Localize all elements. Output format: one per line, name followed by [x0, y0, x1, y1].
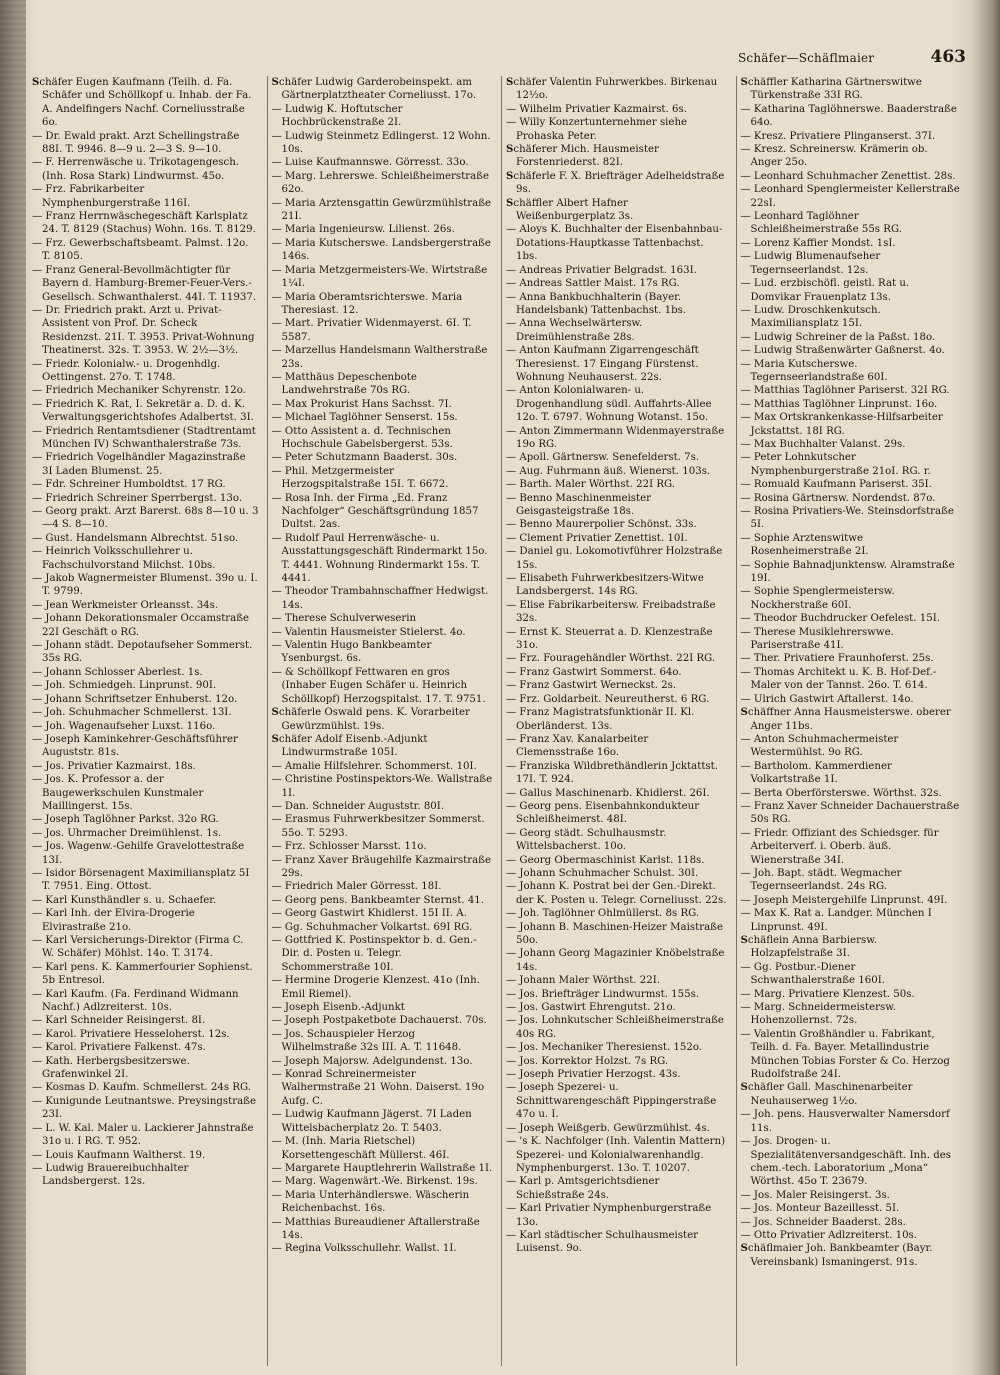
directory-entry: — Amalie Hilfslehrer. Schommerst. 10I. [271, 760, 477, 772]
page-number: 463 [930, 47, 966, 67]
directory-entry: — Karol. Privatiere Falkenst. 47s. [32, 1042, 206, 1054]
directory-entry: — Joseph Meistergehilfe Linprunst. 49I. [740, 894, 948, 906]
directory-entry: — Jos. Schauspieler Herzog Wilhelmstraße 32s III. A. T. 11648. [271, 1028, 462, 1054]
directory-entry: — Joseph Postpaketbote Dachauerst. 70s. [271, 1015, 487, 1027]
directory-entry: — Therese Musiklehrerswwe. Pariserstraße 41I. [740, 626, 894, 652]
directory-entry: — Margarete Hauptlehrerin Wallstraße 1I. [271, 1162, 493, 1174]
directory-entry: — Johann Schlosser Aberlest. 1s. [32, 666, 203, 678]
directory-entry: — Louis Kaufmann Waltherst. 19. [32, 1149, 206, 1161]
directory-entry: Schäffler Katharina Gärtnerswitwe Türkenstraße 33I RG. [740, 76, 922, 102]
directory-entry: — Karl Inh. der Elvira-Drogerie Elvirastraße 21o. [32, 908, 195, 933]
directory-entry: — Kresz. Privatiere Plinganserst. 37I. [740, 130, 936, 142]
directory-entry: — Friedr. Offiziant des Schiedsger. für Arbeiterverf. i. Oberb. äuß. Wienerstraße 34I. [740, 827, 939, 866]
directory-entry: — Willy Konzertunternehmer siehe Prohaska Peter. [506, 117, 688, 142]
directory-entry: — Johann Maler Wörthst. 22I. [506, 975, 661, 987]
directory-entry: — Friedrich Maler Görresst. 18I. [271, 881, 442, 893]
directory-entry: — Georg städt. Schulhausmstr. Wittelsbacherst. 10o. [506, 827, 667, 853]
directory-entry: — Karol. Privatiere Hesseloherst. 12s. [32, 1028, 230, 1040]
directory-entry: — Ludw. Droschkenkutsch. Maximiliansplatz 15I. [740, 304, 881, 330]
directory-entry: — Maria Kutscherswe. Tegernseerlandstraße 60I. [740, 358, 888, 383]
directory-entry: — Elisabeth Fuhrwerkbesitzers-Witwe Landsbergerst. 14s RG. [506, 573, 704, 598]
directory-entry: — Maria Ingenieursw. Lilienst. 26s. [271, 224, 455, 236]
directory-entry: — Ludwig Blumenaufseher Tegernseerlandst. 12s. [740, 251, 881, 276]
directory-entry: — Joseph Privatier Herzogst. 43s. [506, 1069, 681, 1081]
directory-entry: — Benno Maschinenmeister Geisgasteigstraße 18s. [506, 492, 652, 517]
directory-entry: — Valentin Hugo Bankbeamter Ysenburgst. 6s. [271, 640, 432, 665]
directory-entry: — F. Herrenwäsche u. Trikotagengesch. (Inh. Rosa Stark) Lindwurmst. 45o. [32, 157, 240, 182]
directory-entry: — Johann Dekorationsmaler Occamstraße 22I Geschäft o RG. [32, 613, 250, 638]
directory-entry: — Joh. Schmiedgeh. Linprunst. 90I. [32, 680, 217, 692]
directory-entry: — Friedr. Kolonialw.- u. Drogenhdlg. Oettingenst. 27o. T. 1748. [32, 358, 221, 383]
directory-entry: — Michael Taglöhner Senserst. 15s. [271, 412, 458, 424]
directory-entry: — Wilhelm Privatier Kazmairst. 6s. [506, 103, 687, 115]
directory-entry: — Ulrich Gastwirt Aftallerst. 14o. [740, 693, 914, 705]
directory-entry: — Kresz. Schreinersw. Krämerin ob. Anger 25o. [740, 144, 928, 169]
directory-entry: — Joh. Wagenaufseher Luxst. 116o. [32, 720, 216, 732]
directory-entry: — Jos. Uhrmacher Dreimühlenst. 1s. [32, 827, 222, 839]
directory-entry: — Berta Oberförsterswe. Wörthst. 32s. [740, 787, 942, 799]
directory-entry: Schäfer Ludwig Garderobeinspekt. am Gärtnerplatztheater Corneliusst. 17o. [271, 76, 477, 102]
directory-entry: — Friedrich K. Rat, I. Sekretär a. D. d. K. Verwaltungsgerichtshofes Adalbertst. 3I. [32, 398, 254, 424]
directory-entry: — Peter Lohnkutscher Nymphenburgerstraße 21oI. RG. r. [740, 452, 931, 477]
directory-entry: — Gust. Handelsmann Albrechtst. 51so. [32, 532, 239, 544]
column-1 [32, 76, 259, 1366]
directory-entry: — Clement Privatier Zenettist. 10I. [506, 532, 688, 544]
column-4 [736, 76, 963, 1366]
directory-entry: — Karl städtischer Schulhausmeister Luisenst. 9o. [506, 1229, 699, 1255]
directory-entry: — Maria Metzgermeisters-We. Wirtstraße 1¼I. [271, 264, 488, 290]
directory-entry: — Gg. Postbur.-Diener Schwanthalerstraße 160I. [740, 961, 886, 987]
directory-entry: — Fdr. Schreiner Humboldtst. 17 RG. [32, 479, 226, 491]
directory-entry: — Franz Xaver Schneider Dachauerstraße 50s RG. [740, 800, 960, 826]
directory-entry: — Regina Volksschullehr. Wallst. 1I. [271, 1243, 457, 1255]
directory-entry: — Friedrich Mechaniker Schyrenstr. 12o. [32, 385, 246, 397]
directory-entry: — Theodor Buchdrucker Oefelest. 15I. [740, 613, 940, 625]
directory-entry: — Jos. Schneider Baaderst. 28s. [740, 1216, 906, 1228]
directory-entry: — Heinrich Volksschullehrer u. Fachschulvorstand Milchst. 10bs. [32, 546, 216, 571]
directory-entry: — Marzellus Handelsmann Waltherstraße 23s. [271, 345, 488, 370]
directory-entry: — Anton Zimmermann Widenmayerstraße 19o RG. [506, 425, 725, 450]
directory-entry: — Anton Kaufmann Zigarrengeschäft Theresienst. 17 Eingang Fürstenst. Wohnung Neuhauserst. 22s. [506, 345, 699, 383]
directory-entry: — Jean Werkmeister Orleansst. 34s. [32, 599, 219, 611]
directory-entry: — Frz. Goldarbeit. Neureutherst. 6 RG. [506, 693, 710, 705]
directory-entry: — Gottfried K. Postinspektor b. d. Gen.-Dir. d. Posten u. Telegr. Schommerstraße 10I. [271, 935, 477, 973]
directory-entry: — Ludwig Brauereibuchhalter Landsbergerst. 12s. [32, 1162, 189, 1188]
directory-entry: — Georg Obermaschinist Karlst. 118s. [506, 854, 705, 866]
directory-entry: — Jakob Wagnermeister Blumenst. 39o u. I. T. 9799. [32, 573, 258, 598]
directory-entry: — L. W. Kal. Maler u. Lackierer Jahnstraße 31o u. I RG. T. 952. [32, 1122, 254, 1148]
directory-entry: — Jos. Drogen- u. Spezialitätenversandgeschäft. Inh. des chem.-tech. Laboratorium „Mona“ Wörthst. 45o T. 23679. [740, 1136, 951, 1188]
directory-entry: — Jos. Lohnkutscher Schleißheimerstraße 40s RG. [506, 1015, 724, 1040]
directory-entry: — Phil. Metzgermeister Herzogspitalstraße 15I. T. 6672. [271, 465, 449, 491]
directory-entry: — Georg Gastwirt Khidlerst. 15I II. A. [271, 908, 467, 920]
directory-entry: — Jos. Mechaniker Theresienst. 152o. [506, 1042, 703, 1054]
directory-entry: — Maria Arztensgattin Gewürzmühlstraße 21I. [271, 197, 492, 223]
directory-entry: — Max Ortskrankenkasse-Hilfsarbeiter Jckstattst. 18I RG. [740, 412, 943, 437]
directory-entry: — Franz Magistratsfunktionär II. Kl. Oberländerst. 13s. [506, 707, 695, 732]
directory-entry: — Apoll. Gärtnersw. Senefelderst. 7s. [506, 452, 700, 464]
directory-entry: Schäflmaier Joh. Bankbeamter (Bayr. Vereinsbank) Ismaningerst. 91s. [740, 1242, 933, 1268]
directory-entry: — Joh. Bapt. städt. Wegmacher Tegernseerlandst. 24s RG. [740, 867, 902, 893]
directory-entry: — Rudolf Paul Herrenwäsche- u. Ausstattungsgeschäft Rindermarkt 15o. T. 4441. Wohnung Rindermarkt 15s. T. 4441. [271, 532, 488, 585]
directory-entry: — Elise Fabrikarbeitersw. Freibadstraße 32s. [506, 599, 716, 625]
directory-entry: — Karl Privatier Nymphenburgerstraße 13o. [506, 1203, 712, 1228]
directory-entry: — Jos. Privatier Kazmairst. 18s. [32, 760, 196, 772]
directory-entry: — Valentin Hausmeister Stielerst. 4o. [271, 626, 466, 638]
directory-entry: — Johann K. Postrat bei der Gen.-Direkt. der K. Posten u. Telegr. Corneliusst. 22s. [506, 881, 727, 906]
directory-entry: Schäferer Mich. Hausmeister Forstenriederst. 82I. [506, 143, 659, 169]
directory-entry: — Otto Privatier Adlzreiterst. 10s. [740, 1229, 918, 1241]
directory-entry: — Benno Maurerpolier Schönst. 33s. [506, 519, 697, 531]
directory-entry: — Therese Schulverweserin [271, 613, 417, 625]
directory-entry: Schäfer Eugen Kaufmann (Teilh. d. Fa. Schäfer und Schöllkopf u. Inhab. der Fa. A. Andelfingers Nachf. Corneliusstraße 6o. [32, 76, 252, 129]
directory-entry: — Franz Gastwirt Sommerst. 64o. [506, 666, 682, 678]
directory-entry: — Frz. Schlosser Marsst. 11o. [271, 841, 427, 853]
directory-entry: — Johann Schuhmacher Schulst. 30I. [506, 867, 699, 879]
directory-entry: — Konrad Schreinermeister Walhermstraße 21 Wohn. Daiserst. 19o Aufg. C. [271, 1069, 485, 1107]
directory-entry: — Joseph Kaminkehrer-Geschäftsführer Auguststr. 81s. [32, 733, 238, 759]
directory-entry: — Friedrich Vogelhändler Magazinstraße 3I Laden Blumenst. 25. [32, 452, 246, 477]
directory-entry: — Gallus Maschinenarb. Khidlerst. 26I. [506, 787, 710, 799]
directory-entry: — Barth. Maler Wörthst. 22I RG. [506, 479, 676, 491]
page-header [738, 47, 966, 69]
directory-entry: — Johann Schriftsetzer Enhuberst. 12o. [32, 693, 238, 705]
directory-entry: — Karl Schneider Reisingerst. 8I. [32, 1015, 206, 1027]
directory-entry: — Kosmas D. Kaufm. Schmellerst. 24s RG. [32, 1082, 252, 1094]
directory-entry: — Maria Unterhändlerswe. Wäscherin Reichenbachst. 16s. [271, 1189, 470, 1215]
directory-entry: — Joseph Taglöhner Parkst. 32o RG. [32, 814, 219, 826]
directory-entry: — Jos. Monteur Bazeillesst. 5I. [740, 1203, 900, 1215]
directory-entry: — Andreas Sattler Maist. 17s RG. [506, 278, 680, 290]
column-2 [267, 76, 494, 1366]
directory-entry: — Sophie Spenglermeistersw. Nockherstraße 60I. [740, 586, 895, 611]
directory-entry: — Ludwig Kaufmann Jägerst. 7I Laden Wittelsbacherplatz 2o. T. 5403. [271, 1109, 472, 1134]
directory-entry: — Friedrich Schreiner Sperrbergst. 13o. [32, 492, 243, 504]
directory-entry: — Sophie Bahnadjunktensw. Alramstraße 19I. [740, 559, 955, 585]
directory-entry: — Max Buchhalter Valanst. 29s. [740, 438, 906, 450]
directory-entry: — Leonhard Taglöhner Schleißheimerstraße 55s RG. [740, 211, 902, 236]
directory-columns [32, 76, 962, 1366]
directory-entry: — Dan. Schneider Auguststr. 80I. [271, 800, 445, 812]
directory-entry: — Aloys K. Buchhalter der Eisenbahnbau-Dotations-Hauptkasse Tattenbachst. 1bs. [506, 224, 723, 263]
directory-entry: — Anna Wechselwärtersw. Dreimühlenstraße 28s. [506, 318, 643, 343]
directory-entry: — Joh. pens. Hausverwalter Namersdorf 11s. [740, 1109, 950, 1134]
directory-entry: — Marg. Privatiere Klenzest. 50s. [740, 988, 915, 1000]
directory-entry: — Johann städt. Depotaufseher Sommerst. 35s RG. [32, 640, 253, 665]
directory-entry: — Valentin Großhändler u. Fabrikant, Teilh. d. Fa. Bayer. Metallindustrie München Tobias Forster & Co. Herzog Rudolfstraße 24I. [740, 1028, 950, 1081]
directory-entry: Schäfer Adolf Eisenb.-Adjunkt Lindwurmstraße 105I. [271, 732, 428, 759]
directory-entry: — Luise Kaufmannswe. Görresst. 33o. [271, 157, 469, 169]
directory-entry: — Frz. Fabrikarbeiter Nymphenburgerstraße 116I. [32, 184, 191, 209]
directory-entry: — Joh. Taglöhner Ohlmüllerst. 8s RG. [506, 908, 700, 920]
directory-entry: — Joseph Majorsw. Adelgundenst. 13o. [271, 1055, 473, 1067]
directory-entry: — Marg. Lehrerswe. Schleißheimerstraße 62o. [271, 170, 489, 196]
directory-entry: — Maria Oberamtsrichterswe. Maria Theresiast. 12. [271, 291, 463, 316]
directory-entry: Schäfler Gall. Maschinenarbeiter Neuhauserweg 1½o. [740, 1081, 913, 1107]
directory-entry: — Franz Gastwirt Werneckst. 2s. [506, 680, 677, 692]
directory-entry: — Sophie Arztenswitwe Rosenheimerstraße 2I. [740, 532, 869, 558]
directory-entry: — Ludwig Steinmetz Edlingerst. 12 Wohn. 10s. [271, 130, 491, 156]
directory-entry: — Mart. Privatier Widenmayerst. 6I. T. 5587. [271, 318, 472, 343]
directory-entry: — Ther. Privatiere Fraunhoferst. 25s. [740, 653, 934, 665]
directory-entry: — Aug. Fuhrmann äuß. Wienerst. 103s. [506, 465, 711, 477]
directory-entry: — Matthias Bureaudiener Aftallerstraße 14s. [271, 1216, 480, 1241]
directory-entry: — Franz Herrnwäschegeschäft Karlsplatz 24. T. 8129 (Stachus) Wohn. 16s. T. 8129. [32, 211, 256, 236]
directory-entry: — Jos. Maler Reisingerst. 3s. [740, 1189, 890, 1201]
directory-entry: — Frz. Gewerbschaftsbeamt. Palmst. 12o. T. 8105. [32, 237, 249, 263]
directory-entry: — Karl Versicherungs-Direktor (Firma C. W. Schäfer) Möhlst. 14o. T. 3174. [32, 935, 244, 960]
directory-entry: — Ludwig Straßenwärter Gaßnerst. 4o. [740, 345, 945, 357]
directory-entry: — Karl p. Amtsgerichtsdiener Schießstraße 24s. [506, 1176, 660, 1201]
directory-entry: — Kath. Herbergsbesitzerswe. Grafenwinkel 2I. [32, 1055, 190, 1081]
directory-entry: — Jos. Briefträger Lindwurmst. 155s. [506, 988, 700, 1000]
directory-entry: — Maria Kutscherswe. Landsbergerstraße 146s. [271, 237, 491, 263]
directory-entry: — M. (Inh. Maria Rietschel) Korsettengeschäft Müllerst. 46I. [271, 1136, 450, 1161]
directory-entry: — Leonhard Schuhmacher Zenettist. 28s. [740, 170, 956, 182]
directory-entry: — Rosina Privatiers-We. Steinsdorfstraße 5I. [740, 506, 954, 531]
directory-entry: — Erasmus Fuhrwerkbesitzer Sommerst. 55o. T. 5293. [271, 814, 485, 839]
directory-entry: — Friedrich Rentamtsdiener (Stadtrentamt München IV) Schwanthalerstraße 73s. [32, 425, 256, 450]
directory-entry: — Kunigunde Leutnantswe. Preysingstraße 23I. [32, 1095, 256, 1121]
directory-entry: — Franz General-Bevollmächtigter für Bayern d. Hamburg-Bremer-Feuer-Vers.-Gesellsch. Schwanthalerst. 44I. T. 11937. [32, 264, 257, 303]
directory-entry: — Jos. Gastwirt Ehrengutst. 21o. [506, 1002, 676, 1014]
directory-entry: — Jos. K. Professor a. der Baugewerkschulen Kunstmaler Maillingerst. 15s. [32, 774, 204, 812]
directory-entry: — Peter Schutzmann Baaderst. 30s. [271, 452, 458, 464]
directory-entry: — Bartholom. Kammerdiener Volkartstraße 1I. [740, 760, 892, 786]
directory-entry: — Joseph Eisenb.-Adjunkt [271, 1002, 405, 1014]
directory-entry: — Dr. Ewald prakt. Arzt Schellingstraße 88I. T. 9946. 8—9 u. 2—3 S. 9—10. [32, 130, 240, 156]
directory-entry: — Karl pens. K. Kammerfourier Sophienst. 5b Entresol. [32, 961, 253, 987]
directory-entry: Schäferle Oswald pens. K. Vorarbeiter Gewürzmühlst. 19s. [271, 706, 470, 732]
running-head: Schäfer—Schäflmaier [738, 51, 875, 65]
directory-entry: — Marg. Schneidermeistersw. Hohenzollernst. 72s. [740, 1002, 896, 1027]
directory-entry: — 's K. Nachfolger (Inh. Valentin Mattern) Spezerei- und Kolonialwarenhandlg. Nymphenburgerst. 13o. T. 10207. [506, 1136, 726, 1174]
directory-entry: Schäffner Anna Hausmeisterswe. oberer Anger 11bs. [740, 706, 951, 732]
directory-entry: — Johann Georg Magazinier Knöbelstraße 14s. [506, 948, 725, 973]
directory-entry: — Johann B. Maschinen-Heizer Maistraße 50o. [506, 921, 723, 946]
directory-entry: — Jos. Wagenw.-Gehilfe Gravelottestraße 13I. [32, 841, 245, 866]
directory-entry: — Lud. erzbischöfl. geistl. Rat u. Domvikar Frauenplatz 13s. [740, 278, 910, 303]
directory-entry: — Hermine Drogerie Klenzest. 41o (Inh. Emil Riemel). [271, 975, 480, 1000]
directory-entry: Schäferle F. X. Briefträger Adelheidstraße 9s. [506, 169, 725, 196]
directory-entry: — Max Prokurist Hans Sachsst. 7I. [271, 398, 452, 410]
directory-entry: — Katharina Taglöhnerswe. Baaderstraße 64o. [740, 103, 957, 129]
directory-entry: — Andreas Privatier Belgradst. 163I. [506, 264, 697, 276]
directory-entry: — Franz Xaver Bräugehilfe Kazmairstraße 29s. [271, 854, 491, 879]
directory-entry: — Matthias Taglöhner Linprunst. 16o. [740, 398, 938, 410]
directory-entry: — Georg pens. Eisenbahnkondukteur Schleißheimerst. 48I. [506, 800, 700, 826]
directory-entry: — Theodor Trambahnschaffner Hedwigst. 14s. [271, 586, 489, 611]
directory-entry: — Marg. Wagenwärt.-We. Birkenst. 19s. [271, 1176, 478, 1188]
directory-entry: — Romuald Kaufmann Pariserst. 35I. [740, 479, 932, 491]
directory-entry: — Georg prakt. Arzt Barerst. 68s 8—10 u. 3—4 S. 8—10. [32, 506, 259, 531]
directory-entry: — Karl Kaufm. (Fa. Ferdinand Widmann Nachf.) Adlzreiterst. 10s. [32, 988, 239, 1014]
directory-entry: — Franz Xav. Kanalarbeiter Clemensstraße 16o. [506, 733, 649, 759]
directory-entry: Schäffler Albert Hafner Weißenburgerplatz 3s. [506, 196, 634, 223]
directory-entry: — Dr. Friedrich prakt. Arzt u. Privat-Assistent von Prof. Dr. Scheck Residenzst. 21I. T. 3953. Privat-Wohnung Theatinerst. 32s. T. 3953. W. 2½—3½. [32, 304, 255, 357]
directory-entry: — Ludwig Schreiner de la Paßst. 18o. [740, 331, 936, 343]
directory-entry: — Rosa Inh. der Firma „Ed. Franz Nachfolger“ Geschäftsgründung 1857 Dultst. 2as. [271, 492, 479, 531]
directory-entry: — Max K. Rat a. Landger. München I Linprunst. 49I. [740, 908, 932, 933]
directory-entry: — Daniel gu. Lokomotivführer Holzstraße 15s. [506, 546, 723, 571]
directory-entry: — Matthias Taglöhner Pariserst. 32I RG. [740, 385, 950, 397]
directory-entry: — Thomas Architekt u. K. B. Hof-Def.-Maler von der Tannst. 26o. T. 614. [740, 666, 937, 692]
directory-entry: Schäfer Valentin Fuhrwerkbes. Birkenau 12½o. [506, 76, 718, 102]
directory-entry: — Leonhard Spenglermeister Kellerstraße 22sI. [740, 184, 960, 209]
directory-entry: — Georg pens. Bankbeamter Sternst. 41. [271, 894, 485, 906]
directory-entry: — Otto Assistent a. d. Technischen Hochschule Gabelsbergerst. 53s. [271, 425, 453, 450]
column-3 [501, 76, 728, 1366]
directory-entry: — Rosina Gärtnersw. Nordendst. 87o. [740, 492, 936, 504]
directory-entry: — Anna Bankbuchhalterin (Bayer. Handelsbank) Tattenbachst. 1bs. [506, 291, 687, 316]
directory-entry: — Franziska Wildbrethändlerin Jcktattst. 17I. T. 924. [506, 760, 718, 786]
directory-entry: — Joseph Spezerei- u. Schnittwarengeschäft Pippingerstraße 47o u. I. [506, 1082, 717, 1121]
directory-entry: — & Schöllkopf Fettwaren en gros (Inhaber Eugen Schäfer u. Heinrich Schöllkopf) Herzogspitalst. 17. T. 9751. [271, 666, 486, 705]
directory-entry: — Gg. Schuhmacher Volkartst. 69I RG. [271, 921, 473, 933]
book-binding-edge [0, 0, 26, 1375]
directory-entry: — Joh. Schuhmacher Schmellerst. 13I. [32, 707, 232, 719]
directory-entry: — Lorenz Kaffier Mondst. 1sI. [740, 237, 896, 249]
directory-entry: — Jos. Korrektor Holzst. 7s RG. [506, 1055, 669, 1067]
directory-entry: — Isidor Börsenagent Maximiliansplatz 5I T. 7951. Eing. Ottost. [32, 867, 250, 893]
directory-entry: — Anton Schuhmachermeister Westermühlst. 9o RG. [740, 733, 899, 759]
directory-entry: Schäflein Anna Barbiersw. Holzapfelstraße 3I. [740, 934, 877, 960]
directory-entry: — Joseph Weißgerb. Gewürzmühlst. 4s. [506, 1122, 710, 1134]
directory-entry: — Christine Postinspektors-We. Wallstraße 1I. [271, 774, 493, 799]
directory-entry: — Frz. Fouragehändler Wörthst. 22I RG. [506, 653, 716, 665]
directory-entry: — Ludwig K. Hoftutscher Hochbrückenstraße 2I. [271, 103, 403, 129]
directory-entry: — Karl Kunsthändler s. u. Schaefer. [32, 894, 217, 906]
directory-entry: — Anton Kolonialwaren- u. Drogenhandlung südl. Auffahrts-Allee 12o. T. 6797. Wohnung Wotanst. 15o. [506, 385, 712, 424]
directory-entry: — Ernst K. Steuerrat a. D. Klenzestraße 31o. [506, 626, 713, 652]
directory-entry: — Matthäus Depeschenbote Landwehrstraße 70s RG. [271, 371, 417, 397]
